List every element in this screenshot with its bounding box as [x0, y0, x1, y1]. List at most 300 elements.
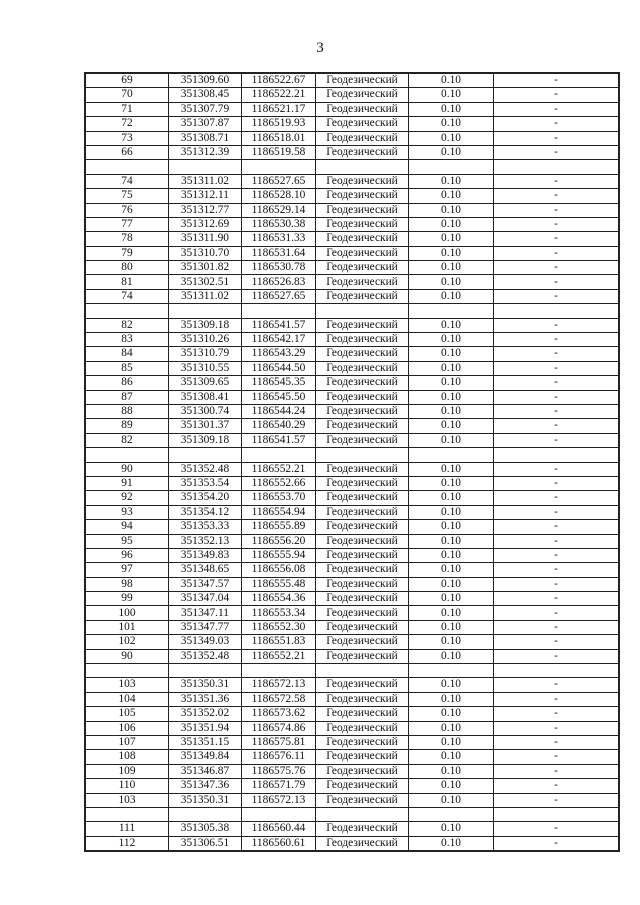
y-coordinate-cell: 1186519.58	[242, 145, 316, 159]
table-row	[85, 577, 619, 591]
method-cell: Геодезический	[316, 476, 409, 490]
accuracy-cell: 0.10	[409, 419, 494, 433]
x-coordinate-cell: 351312.39	[169, 145, 242, 159]
y-coordinate-cell: 1186552.21	[242, 462, 316, 476]
method-cell: Геодезический	[316, 289, 409, 303]
table-row	[85, 289, 619, 303]
method-cell: Геодезический	[316, 318, 409, 332]
method-cell: Геодезический	[316, 750, 409, 764]
point-number-cell: 111	[85, 822, 169, 836]
x-coordinate-cell: 351354.20	[169, 491, 242, 505]
empty-cell	[85, 304, 169, 318]
y-coordinate-cell: 1186573.62	[242, 707, 316, 721]
y-coordinate-cell: 1186531.33	[242, 232, 316, 246]
empty-cell	[409, 160, 494, 174]
table-row	[85, 203, 619, 217]
y-coordinate-cell: 1186576.11	[242, 750, 316, 764]
empty-cell	[316, 807, 409, 821]
description-cell: -	[494, 174, 620, 188]
description-cell: -	[494, 707, 620, 721]
empty-cell	[409, 448, 494, 462]
point-number-cell: 101	[85, 620, 169, 634]
description-cell: -	[494, 491, 620, 505]
point-number-cell: 92	[85, 491, 169, 505]
table-row	[85, 174, 619, 188]
description-cell: -	[494, 548, 620, 562]
table-row	[85, 836, 619, 851]
description-cell: -	[494, 261, 620, 275]
table-row	[85, 361, 619, 375]
point-number-cell: 75	[85, 189, 169, 203]
empty-cell	[409, 664, 494, 678]
empty-cell	[242, 448, 316, 462]
y-coordinate-cell: 1186572.13	[242, 678, 316, 692]
table-row	[85, 102, 619, 116]
x-coordinate-cell: 351311.02	[169, 289, 242, 303]
description-cell: -	[494, 131, 620, 145]
description-cell: -	[494, 635, 620, 649]
accuracy-cell: 0.10	[409, 836, 494, 851]
table-row	[85, 592, 619, 606]
accuracy-cell: 0.10	[409, 678, 494, 692]
point-number-cell: 74	[85, 289, 169, 303]
table-row	[85, 390, 619, 404]
accuracy-cell: 0.10	[409, 361, 494, 375]
description-cell: -	[494, 735, 620, 749]
description-cell: -	[494, 404, 620, 418]
description-cell: -	[494, 764, 620, 778]
accuracy-cell: 0.10	[409, 577, 494, 591]
accuracy-cell: 0.10	[409, 735, 494, 749]
point-number-cell: 109	[85, 764, 169, 778]
y-coordinate-cell: 1186527.65	[242, 289, 316, 303]
table-row	[85, 73, 619, 88]
accuracy-cell: 0.10	[409, 203, 494, 217]
description-cell: -	[494, 419, 620, 433]
x-coordinate-cell: 351309.65	[169, 376, 242, 390]
description-cell: -	[494, 779, 620, 793]
table-row	[85, 347, 619, 361]
method-cell: Геодезический	[316, 822, 409, 836]
y-coordinate-cell: 1186554.94	[242, 505, 316, 519]
empty-cell	[169, 664, 242, 678]
description-cell: -	[494, 462, 620, 476]
accuracy-cell: 0.10	[409, 275, 494, 289]
x-coordinate-cell: 351308.71	[169, 131, 242, 145]
x-coordinate-cell: 351346.87	[169, 764, 242, 778]
x-coordinate-cell: 351353.54	[169, 476, 242, 490]
x-coordinate-cell: 351310.26	[169, 333, 242, 347]
blank-separator-row	[85, 304, 619, 318]
x-coordinate-cell: 351301.82	[169, 261, 242, 275]
point-number-cell: 77	[85, 217, 169, 231]
point-number-cell: 71	[85, 102, 169, 116]
y-coordinate-cell: 1186530.78	[242, 261, 316, 275]
method-cell: Геодезический	[316, 88, 409, 102]
accuracy-cell: 0.10	[409, 779, 494, 793]
table-row	[85, 217, 619, 231]
description-cell: -	[494, 534, 620, 548]
blank-separator-row	[85, 664, 619, 678]
empty-cell	[169, 448, 242, 462]
point-number-cell: 87	[85, 390, 169, 404]
y-coordinate-cell: 1186531.64	[242, 246, 316, 260]
accuracy-cell: 0.10	[409, 635, 494, 649]
accuracy-cell: 0.10	[409, 390, 494, 404]
x-coordinate-cell: 351308.41	[169, 390, 242, 404]
method-cell: Геодезический	[316, 145, 409, 159]
y-coordinate-cell: 1186542.17	[242, 333, 316, 347]
description-cell: -	[494, 563, 620, 577]
method-cell: Геодезический	[316, 735, 409, 749]
empty-cell	[85, 807, 169, 821]
table-row	[85, 145, 619, 159]
method-cell: Геодезический	[316, 73, 409, 88]
coordinates-table	[84, 72, 620, 852]
method-cell: Геодезический	[316, 520, 409, 534]
table-row	[85, 822, 619, 836]
table-row	[85, 793, 619, 807]
y-coordinate-cell: 1186572.13	[242, 793, 316, 807]
description-cell: -	[494, 520, 620, 534]
accuracy-cell: 0.10	[409, 174, 494, 188]
point-number-cell: 102	[85, 635, 169, 649]
point-number-cell: 84	[85, 347, 169, 361]
y-coordinate-cell: 1186519.93	[242, 117, 316, 131]
point-number-cell: 112	[85, 836, 169, 851]
accuracy-cell: 0.10	[409, 433, 494, 447]
method-cell: Геодезический	[316, 779, 409, 793]
x-coordinate-cell: 351349.03	[169, 635, 242, 649]
accuracy-cell: 0.10	[409, 261, 494, 275]
y-coordinate-cell: 1186522.21	[242, 88, 316, 102]
y-coordinate-cell: 1186572.58	[242, 692, 316, 706]
x-coordinate-cell: 351351.15	[169, 735, 242, 749]
accuracy-cell: 0.10	[409, 217, 494, 231]
description-cell: -	[494, 145, 620, 159]
point-number-cell: 90	[85, 649, 169, 663]
method-cell: Геодезический	[316, 275, 409, 289]
point-number-cell: 99	[85, 592, 169, 606]
table-row	[85, 261, 619, 275]
empty-cell	[494, 664, 620, 678]
point-number-cell: 88	[85, 404, 169, 418]
x-coordinate-cell: 351349.84	[169, 750, 242, 764]
table-row	[85, 750, 619, 764]
table-row	[85, 88, 619, 102]
description-cell: -	[494, 433, 620, 447]
y-coordinate-cell: 1186555.48	[242, 577, 316, 591]
accuracy-cell: 0.10	[409, 88, 494, 102]
accuracy-cell: 0.10	[409, 289, 494, 303]
table-row	[85, 246, 619, 260]
accuracy-cell: 0.10	[409, 520, 494, 534]
y-coordinate-cell: 1186560.61	[242, 836, 316, 851]
method-cell: Геодезический	[316, 404, 409, 418]
point-number-cell: 73	[85, 131, 169, 145]
table-row	[85, 505, 619, 519]
empty-cell	[409, 304, 494, 318]
y-coordinate-cell: 1186553.70	[242, 491, 316, 505]
empty-cell	[85, 664, 169, 678]
accuracy-cell: 0.10	[409, 707, 494, 721]
x-coordinate-cell: 351347.57	[169, 577, 242, 591]
accuracy-cell: 0.10	[409, 505, 494, 519]
table-row	[85, 779, 619, 793]
table-row	[85, 635, 619, 649]
description-cell: -	[494, 620, 620, 634]
point-number-cell: 95	[85, 534, 169, 548]
point-number-cell: 81	[85, 275, 169, 289]
y-coordinate-cell: 1186540.29	[242, 419, 316, 433]
empty-cell	[242, 664, 316, 678]
method-cell: Геодезический	[316, 707, 409, 721]
y-coordinate-cell: 1186544.50	[242, 361, 316, 375]
y-coordinate-cell: 1186552.30	[242, 620, 316, 634]
y-coordinate-cell: 1186530.38	[242, 217, 316, 231]
x-coordinate-cell: 351312.69	[169, 217, 242, 231]
table-row	[85, 491, 619, 505]
method-cell: Геодезический	[316, 376, 409, 390]
y-coordinate-cell: 1186541.57	[242, 433, 316, 447]
blank-separator-row	[85, 807, 619, 821]
empty-cell	[169, 160, 242, 174]
method-cell: Геодезический	[316, 462, 409, 476]
empty-cell	[85, 160, 169, 174]
point-number-cell: 100	[85, 606, 169, 620]
table-row	[85, 620, 619, 634]
empty-cell	[494, 160, 620, 174]
empty-cell	[316, 160, 409, 174]
description-cell: -	[494, 476, 620, 490]
y-coordinate-cell: 1186554.36	[242, 592, 316, 606]
method-cell: Геодезический	[316, 261, 409, 275]
y-coordinate-cell: 1186571.79	[242, 779, 316, 793]
description-cell: -	[494, 376, 620, 390]
x-coordinate-cell: 351353.33	[169, 520, 242, 534]
accuracy-cell: 0.10	[409, 189, 494, 203]
empty-cell	[494, 448, 620, 462]
table-row	[85, 131, 619, 145]
accuracy-cell: 0.10	[409, 102, 494, 116]
description-cell: -	[494, 246, 620, 260]
point-number-cell: 107	[85, 735, 169, 749]
table-row	[85, 275, 619, 289]
table-row	[85, 534, 619, 548]
method-cell: Геодезический	[316, 692, 409, 706]
point-number-cell: 70	[85, 88, 169, 102]
description-cell: -	[494, 750, 620, 764]
accuracy-cell: 0.10	[409, 246, 494, 260]
y-coordinate-cell: 1186522.67	[242, 73, 316, 88]
empty-cell	[242, 160, 316, 174]
method-cell: Геодезический	[316, 361, 409, 375]
method-cell: Геодезический	[316, 390, 409, 404]
accuracy-cell: 0.10	[409, 333, 494, 347]
description-cell: -	[494, 606, 620, 620]
table-row	[85, 117, 619, 131]
method-cell: Геодезический	[316, 635, 409, 649]
method-cell: Геодезический	[316, 491, 409, 505]
empty-cell	[85, 448, 169, 462]
table-row	[85, 376, 619, 390]
empty-cell	[316, 664, 409, 678]
accuracy-cell: 0.10	[409, 232, 494, 246]
y-coordinate-cell: 1186518.01	[242, 131, 316, 145]
accuracy-cell: 0.10	[409, 376, 494, 390]
x-coordinate-cell: 351309.60	[169, 73, 242, 88]
method-cell: Геодезический	[316, 620, 409, 634]
y-coordinate-cell: 1186560.44	[242, 822, 316, 836]
table-row	[85, 333, 619, 347]
method-cell: Геодезический	[316, 131, 409, 145]
x-coordinate-cell: 351352.13	[169, 534, 242, 548]
description-cell: -	[494, 73, 620, 88]
y-coordinate-cell: 1186528.10	[242, 189, 316, 203]
accuracy-cell: 0.10	[409, 563, 494, 577]
table-row	[85, 419, 619, 433]
description-cell: -	[494, 203, 620, 217]
x-coordinate-cell: 351352.48	[169, 462, 242, 476]
method-cell: Геодезический	[316, 203, 409, 217]
x-coordinate-cell: 351354.12	[169, 505, 242, 519]
description-cell: -	[494, 189, 620, 203]
point-number-cell: 105	[85, 707, 169, 721]
empty-cell	[169, 304, 242, 318]
point-number-cell: 103	[85, 678, 169, 692]
table-row	[85, 520, 619, 534]
description-cell: -	[494, 347, 620, 361]
description-cell: -	[494, 88, 620, 102]
method-cell: Геодезический	[316, 347, 409, 361]
table-row	[85, 318, 619, 332]
point-number-cell: 82	[85, 433, 169, 447]
method-cell: Геодезический	[316, 577, 409, 591]
x-coordinate-cell: 351302.51	[169, 275, 242, 289]
y-coordinate-cell: 1186551.83	[242, 635, 316, 649]
description-cell: -	[494, 361, 620, 375]
empty-cell	[409, 807, 494, 821]
y-coordinate-cell: 1186552.66	[242, 476, 316, 490]
point-number-cell: 98	[85, 577, 169, 591]
point-number-cell: 69	[85, 73, 169, 88]
description-cell: -	[494, 678, 620, 692]
description-cell: -	[494, 333, 620, 347]
x-coordinate-cell: 351308.45	[169, 88, 242, 102]
y-coordinate-cell: 1186575.76	[242, 764, 316, 778]
method-cell: Геодезический	[316, 505, 409, 519]
description-cell: -	[494, 217, 620, 231]
method-cell: Геодезический	[316, 534, 409, 548]
point-number-cell: 76	[85, 203, 169, 217]
point-number-cell: 89	[85, 419, 169, 433]
y-coordinate-cell: 1186553.34	[242, 606, 316, 620]
accuracy-cell: 0.10	[409, 476, 494, 490]
method-cell: Геодезический	[316, 592, 409, 606]
x-coordinate-cell: 351347.11	[169, 606, 242, 620]
x-coordinate-cell: 351307.87	[169, 117, 242, 131]
y-coordinate-cell: 1186521.17	[242, 102, 316, 116]
description-cell: -	[494, 275, 620, 289]
description-cell: -	[494, 102, 620, 116]
description-cell: -	[494, 822, 620, 836]
table-row	[85, 735, 619, 749]
x-coordinate-cell: 351310.55	[169, 361, 242, 375]
table-row	[85, 678, 619, 692]
y-coordinate-cell: 1186545.35	[242, 376, 316, 390]
description-cell: -	[494, 592, 620, 606]
empty-cell	[242, 807, 316, 821]
x-coordinate-cell: 351310.70	[169, 246, 242, 260]
method-cell: Геодезический	[316, 433, 409, 447]
x-coordinate-cell: 351312.77	[169, 203, 242, 217]
empty-cell	[316, 304, 409, 318]
accuracy-cell: 0.10	[409, 548, 494, 562]
point-number-cell: 85	[85, 361, 169, 375]
x-coordinate-cell: 351351.94	[169, 721, 242, 735]
accuracy-cell: 0.10	[409, 606, 494, 620]
method-cell: Геодезический	[316, 563, 409, 577]
table-row	[85, 476, 619, 490]
point-number-cell: 94	[85, 520, 169, 534]
accuracy-cell: 0.10	[409, 620, 494, 634]
accuracy-cell: 0.10	[409, 750, 494, 764]
table-row	[85, 649, 619, 663]
table-row	[85, 721, 619, 735]
accuracy-cell: 0.10	[409, 404, 494, 418]
accuracy-cell: 0.10	[409, 347, 494, 361]
table-row	[85, 707, 619, 721]
y-coordinate-cell: 1186555.89	[242, 520, 316, 534]
x-coordinate-cell: 351301.37	[169, 419, 242, 433]
method-cell: Геодезический	[316, 548, 409, 562]
y-coordinate-cell: 1186556.20	[242, 534, 316, 548]
accuracy-cell: 0.10	[409, 462, 494, 476]
description-cell: -	[494, 289, 620, 303]
y-coordinate-cell: 1186575.81	[242, 735, 316, 749]
table-row	[85, 232, 619, 246]
description-cell: -	[494, 649, 620, 663]
point-number-cell: 80	[85, 261, 169, 275]
accuracy-cell: 0.10	[409, 73, 494, 88]
y-coordinate-cell: 1186555.94	[242, 548, 316, 562]
method-cell: Геодезический	[316, 606, 409, 620]
point-number-cell: 110	[85, 779, 169, 793]
empty-cell	[494, 304, 620, 318]
x-coordinate-cell: 351350.31	[169, 793, 242, 807]
method-cell: Геодезический	[316, 836, 409, 851]
x-coordinate-cell: 351347.77	[169, 620, 242, 634]
y-coordinate-cell: 1186529.14	[242, 203, 316, 217]
point-number-cell: 96	[85, 548, 169, 562]
point-number-cell: 78	[85, 232, 169, 246]
x-coordinate-cell: 351348.65	[169, 563, 242, 577]
x-coordinate-cell: 351309.18	[169, 433, 242, 447]
point-number-cell: 74	[85, 174, 169, 188]
empty-cell	[242, 304, 316, 318]
point-number-cell: 104	[85, 692, 169, 706]
x-coordinate-cell: 351307.79	[169, 102, 242, 116]
y-coordinate-cell: 1186556.08	[242, 563, 316, 577]
method-cell: Геодезический	[316, 117, 409, 131]
accuracy-cell: 0.10	[409, 764, 494, 778]
accuracy-cell: 0.10	[409, 131, 494, 145]
accuracy-cell: 0.10	[409, 721, 494, 735]
accuracy-cell: 0.10	[409, 592, 494, 606]
empty-cell	[494, 807, 620, 821]
x-coordinate-cell: 351311.90	[169, 232, 242, 246]
accuracy-cell: 0.10	[409, 491, 494, 505]
